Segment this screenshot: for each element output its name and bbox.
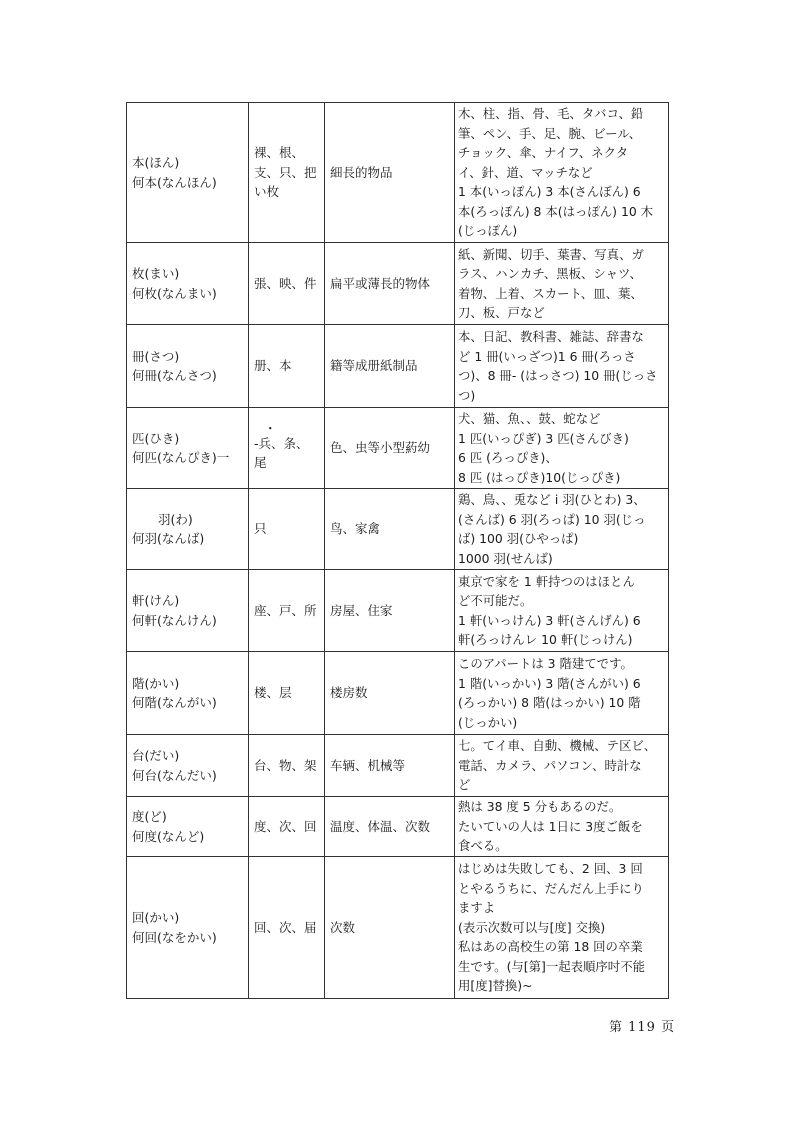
chinese-equivalent: 台、物、架 — [249, 735, 325, 797]
example-line: (ろっかい) 8 階(はっかい) 10 階 — [458, 695, 641, 710]
example-line: 6 匹 (ろっぴき)、 — [458, 450, 558, 465]
example-line: 私はあの高校生の第 18 回の卒業 — [458, 939, 643, 955]
counter-cell — [127, 489, 249, 570]
examples-cell — [455, 857, 669, 999]
example-line: 本、日記、教科書、雑誌、辞書な — [458, 329, 644, 344]
chinese-equivalent: 只 — [249, 489, 325, 570]
example-line: 筆、ペン、手、足、腕、ビール、 — [458, 125, 642, 141]
example-line: 1 階(いっかい) 3 階(さんがい) 6 — [458, 675, 641, 691]
chinese-equivalent: 册、本 — [249, 325, 325, 408]
meaning-cell: 楼房数 — [325, 652, 455, 735]
counter-cell — [127, 243, 249, 325]
counter-reading: 度(ど) — [132, 809, 167, 824]
examples-cell — [455, 652, 669, 735]
counter-words-table — [126, 102, 669, 999]
example-line: 生です。(与[第]一起表順序吋不能 — [458, 958, 645, 974]
chinese-equivalent: 度、次、回 — [249, 797, 325, 857]
example-line: 1 本(いっぽん) 3 本(さんぼん) 6 — [458, 184, 641, 200]
example-line: (じっかい) — [458, 714, 518, 730]
examples-cell — [455, 797, 669, 857]
chinese-equivalent: 楼、层 — [249, 652, 325, 735]
table-row — [127, 797, 669, 857]
chinese-equivalent-text: -兵、条、尾 — [254, 435, 309, 470]
counter-reading: 台(だい) — [132, 748, 180, 763]
example-line: 用[度]替換)~ — [458, 978, 533, 994]
counter-reading: 冊(さつ) — [132, 348, 180, 364]
example-line: ど — [458, 777, 471, 793]
example-line: ますよ — [458, 900, 496, 916]
counter-cell — [127, 735, 249, 797]
examples-cell — [455, 570, 669, 652]
meaning-cell: 次数 — [325, 857, 455, 999]
examples-cell — [455, 735, 669, 797]
counter-cell — [127, 797, 249, 857]
counter-cell — [127, 857, 249, 999]
counter-question: 何枚(なんまい) — [132, 285, 217, 301]
counter-question: 何冊(なんさつ) — [132, 368, 217, 383]
meaning-cell: 温度、体温、次数 — [325, 797, 455, 857]
example-line: 犬、猫、魚、、鼓、蛇など — [458, 411, 601, 426]
counter-question: 何回(なをかい) — [132, 929, 217, 945]
example-line: たいていの人は 1日に 3度ご飯を — [458, 818, 643, 834]
table-row — [127, 489, 669, 570]
example-line: ラス、ハンカチ、黑板、シャツ、 — [458, 266, 642, 281]
table-row — [127, 103, 669, 243]
table-row — [127, 325, 669, 408]
chinese-equivalent — [249, 408, 325, 489]
example-line: ど不可能だ。 — [458, 593, 533, 608]
example-line: 紙、新聞、切手、葉書、写真、ガ — [458, 246, 644, 262]
chinese-equivalent: 座、戸、所 — [249, 570, 325, 652]
example-line: 電話、カメラ、パソコン、時計な — [458, 757, 642, 773]
example-line: イ、針、道、マッチなど — [458, 164, 593, 180]
chinese-equivalent: 裸、根、支、只、把い枚 — [249, 103, 325, 243]
example-line: ど 1 冊(いっざつ)1 6 冊(ろっさ — [458, 348, 636, 364]
counter-reading: 枚(まい) — [132, 266, 180, 281]
example-line: 刀、板、戸など — [458, 305, 545, 320]
counter-reading: 階(かい) — [132, 675, 180, 691]
examples-cell — [455, 103, 669, 243]
example-line: 本(ろっぽん) 8 本(はっぽん) 10 木 — [458, 203, 654, 219]
example-line: (表示次数可以与[度] 交換) — [458, 919, 606, 935]
counter-reading: 羽(わ) — [158, 511, 193, 527]
example-line: このアパートは 3 階建てです。 — [458, 656, 633, 671]
table-row — [127, 735, 669, 797]
example-line: (さんば) 6 羽(ろっぱ) 10 羽(じっ — [458, 511, 646, 527]
example-line: 着物、上着、スカート、皿、葉、 — [458, 285, 643, 301]
example-line: 食べる。 — [458, 838, 508, 854]
table-row — [127, 857, 669, 999]
counter-question: 何度(なんど) — [132, 828, 205, 844]
examples-cell — [455, 408, 669, 489]
counter-cell — [127, 103, 249, 243]
meaning-cell: 鸟、家禽 — [325, 489, 455, 570]
chinese-equivalent: 張、映、件 — [249, 243, 325, 325]
example-line: はじめは失敗しても、2 回、3 回 — [458, 861, 643, 877]
meaning-cell: 扁平或薄長的物体 — [325, 243, 455, 325]
example-line: (じっぽん) — [458, 223, 518, 239]
counter-question: 何台(なんだい) — [132, 767, 217, 783]
examples-cell — [455, 243, 669, 325]
counter-question: 何匹(なんぴき)一 — [132, 450, 230, 465]
example-line: 七。てイ車、自動、機械、テ区ビ、 — [458, 738, 657, 754]
example-line: ば) 100 羽(ひやっぱ) — [458, 531, 579, 546]
meaning-cell: 车辆、机械等 — [325, 735, 455, 797]
table-row — [127, 243, 669, 325]
counter-reading: 本(ほん) — [132, 155, 180, 170]
counter-reading: 回(かい) — [132, 910, 180, 925]
counter-reading: 匹(ひき) — [132, 430, 180, 446]
counter-question: 何本(なんほん) — [132, 174, 217, 190]
example-line: 東京で家を 1 軒持つのはほとん — [458, 573, 635, 589]
example-line: チョック、傘、ナイフ、ネクタ — [458, 145, 629, 161]
counter-reading: 軒(けん) — [132, 593, 180, 608]
counter-cell — [127, 570, 249, 652]
example-line: 軒(ろっけんレ 10 軒(じっけん) — [458, 632, 633, 647]
example-line: 1000 羽(せんば) — [458, 550, 553, 566]
meaning-cell: 色、虫等小型葯幼 — [325, 408, 455, 489]
chinese-equivalent: 回、次、届 — [249, 857, 325, 999]
example-line: 1 匹(いっぴぎ) 3 匹(さんびき) — [458, 430, 629, 446]
example-line: つ)、8 冊- (はっさつ) 10 冊(じっさ — [458, 368, 658, 383]
page-number: 第 119 页 — [609, 1020, 676, 1035]
counter-question: 何羽(なんば) — [132, 531, 205, 546]
stray-mark: ・ — [264, 420, 277, 436]
table-row — [127, 652, 669, 735]
counter-cell — [127, 652, 249, 735]
table-row — [127, 570, 669, 652]
example-line: 鶏、鳥、、兎など i 羽(ひとわ) 3、 — [458, 492, 646, 507]
example-line: 1 軒(いっけん) 3 軒(さんげん) 6 — [458, 612, 641, 628]
table-row — [127, 408, 669, 489]
example-line: 熱は 38 度 5 分もあるのだ。 — [458, 799, 622, 815]
meaning-cell: 籍等成册紙制品 — [325, 325, 455, 408]
meaning-cell: 房屋、住家 — [325, 570, 455, 652]
meaning-cell: 細長的物品 — [325, 103, 455, 243]
counter-cell — [127, 408, 249, 489]
counter-cell — [127, 325, 249, 408]
example-line: 木、柱、指、骨、毛、タバコ、鉛 — [458, 106, 644, 122]
example-line: つ) — [458, 387, 476, 403]
example-line: 8 匹 (はっぴき)10(じっぴき) — [458, 469, 621, 485]
examples-cell — [455, 325, 669, 408]
example-line: とやるうちに、だんだん上手にり — [458, 880, 644, 896]
counter-question: 何軒(なんけん) — [132, 612, 217, 628]
examples-cell — [455, 489, 669, 570]
counter-question: 何階(なんがい) — [132, 695, 217, 710]
